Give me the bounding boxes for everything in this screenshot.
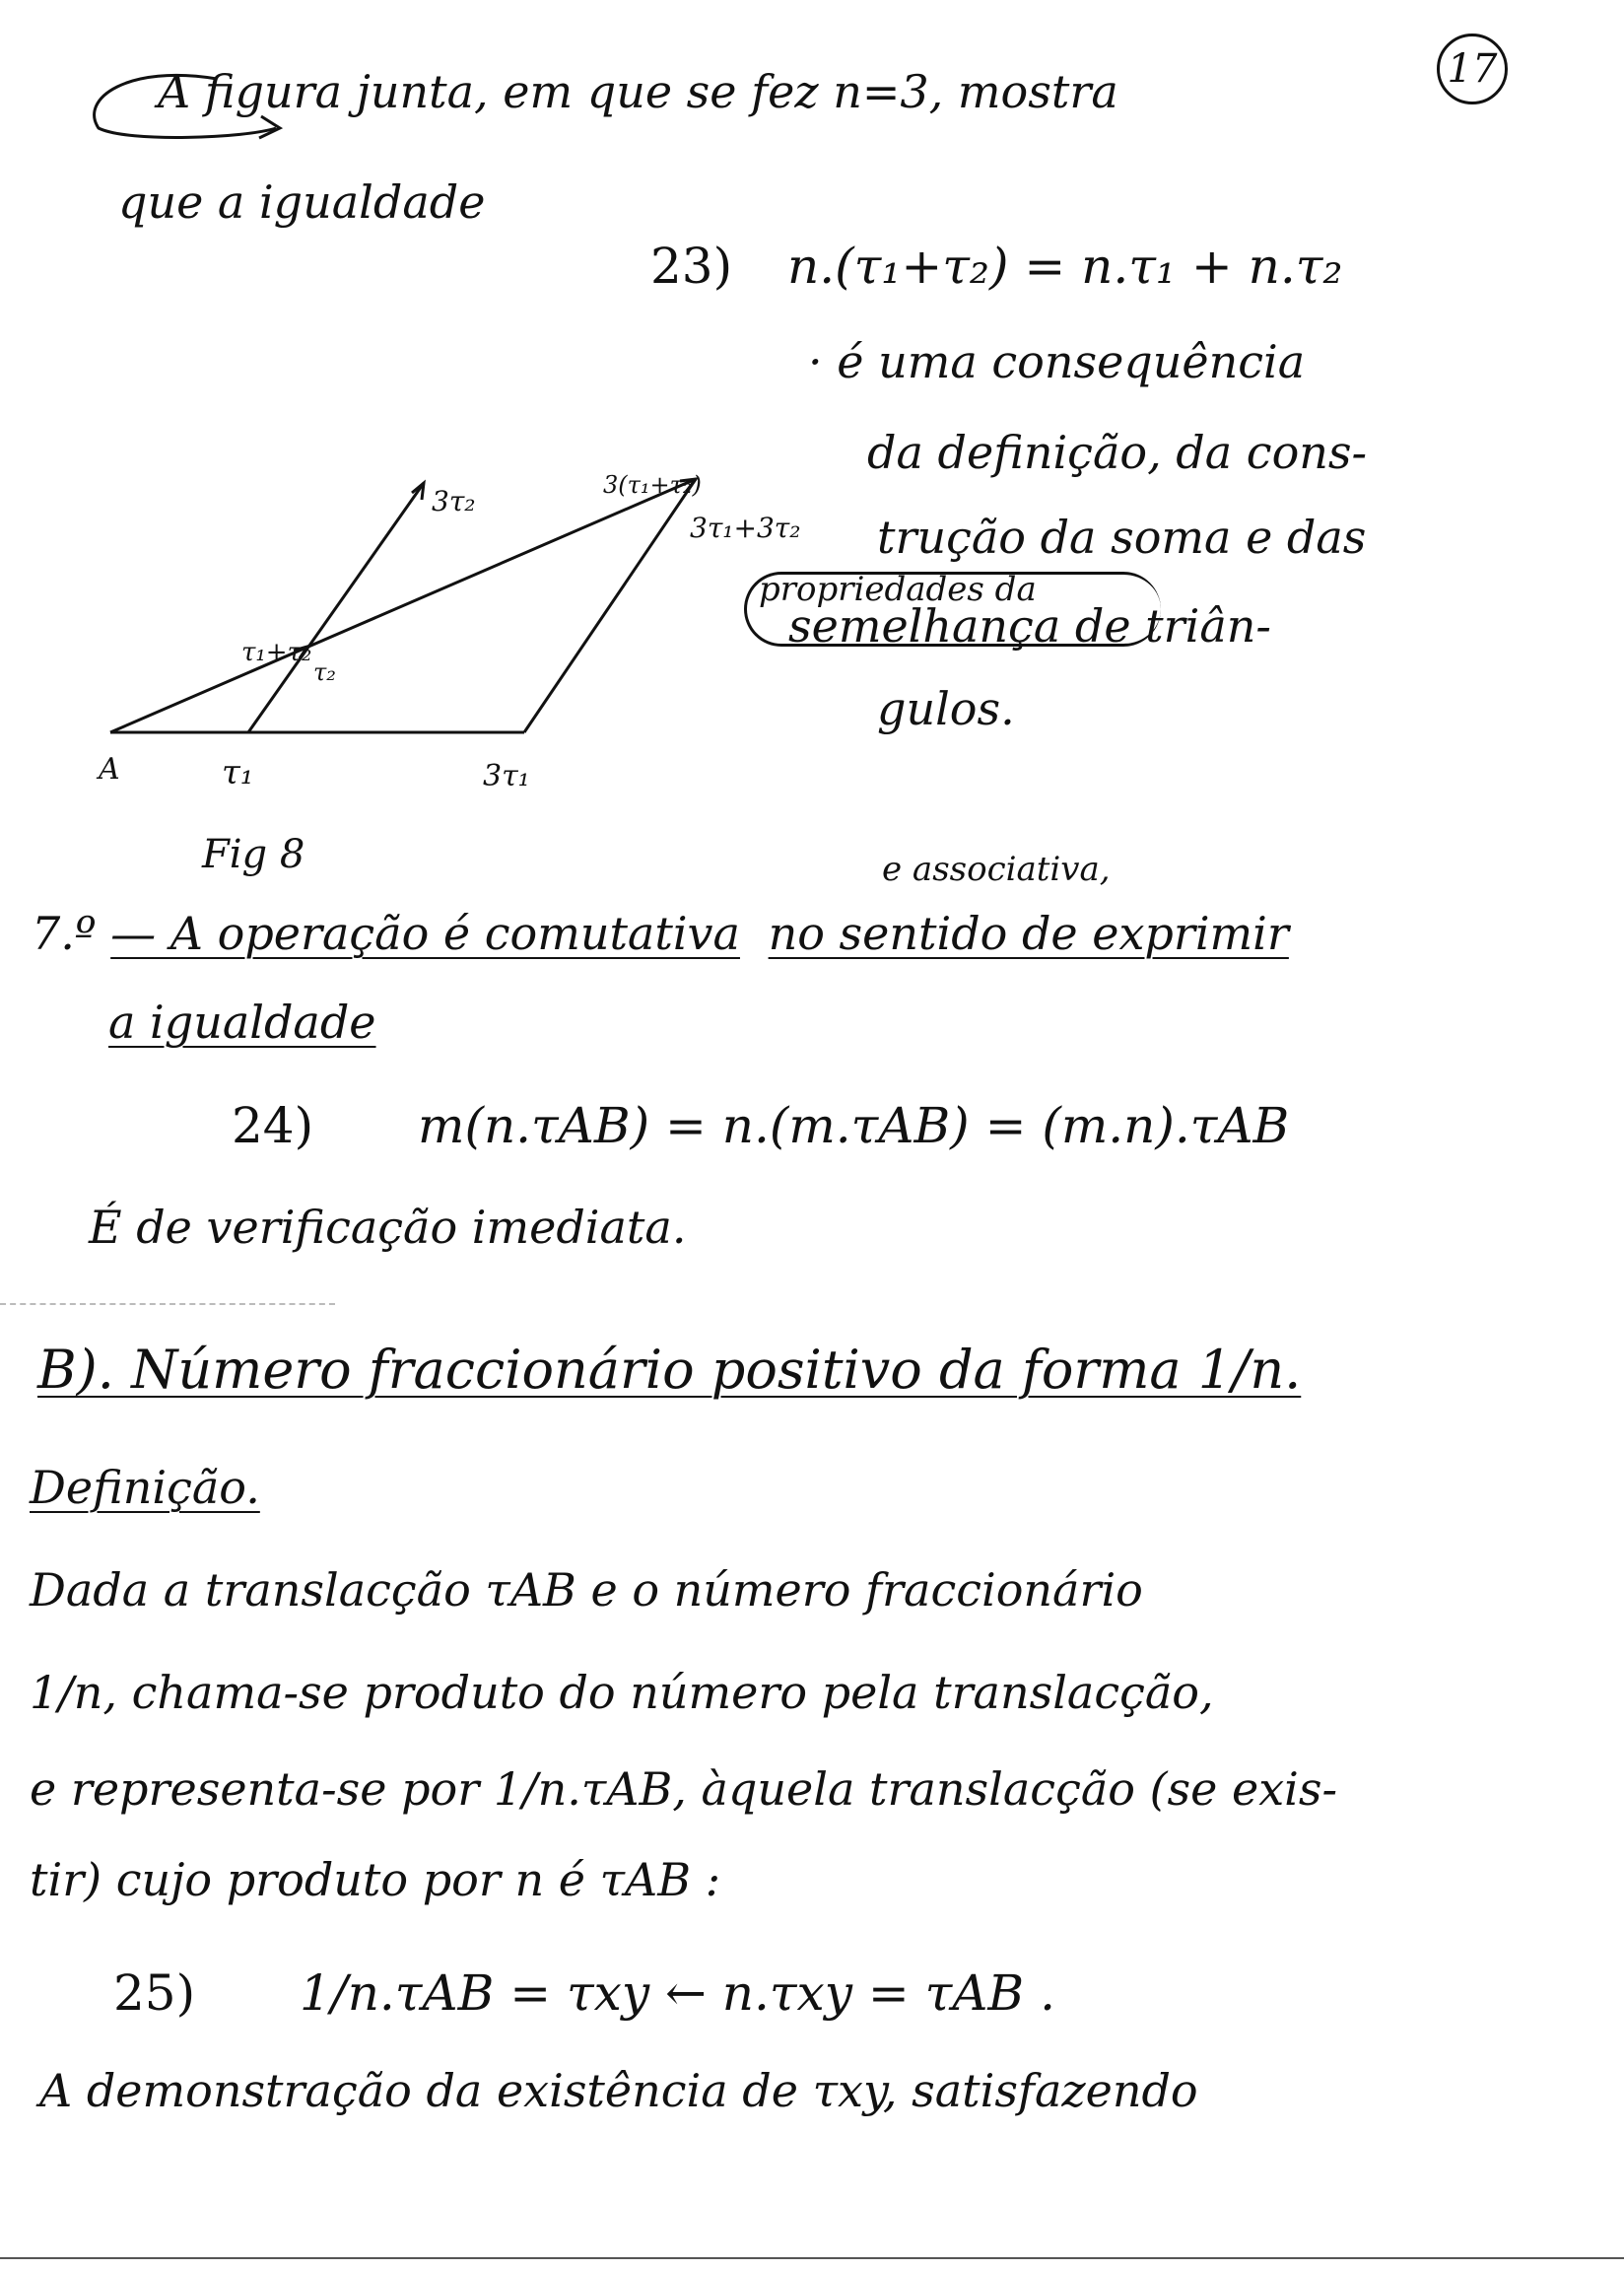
definition-line-2: 1/n, chama-se produto do número pela translacção, [30,1666,1214,1719]
label-t2: τ₂ [313,658,336,686]
section-b-title [37,1339,1301,1403]
equation-23-label: 23) [650,238,733,295]
label-3t1: 3τ₁ [483,759,530,793]
item-7-text-b: no sentido de exprimir [768,907,1289,960]
definition-line-1: Dada a translacção τAB e o número fraccionário [30,1563,1143,1617]
page-bottom-rule [0,2257,1624,2259]
verification-note: É de verificação imediata. [89,1201,687,1254]
label-sum: 3τ₁+3τ₂ [690,512,801,544]
note-23-inserted: propriedades da [759,570,1037,609]
note-23-line-5: gulos. [877,682,1015,735]
note-23-line-3: trução da soma e das [877,511,1367,564]
definition-line-3: e representa-se por 1/n.τAB, àquela translacção (se exis- [30,1762,1337,1816]
equation-23-formula: n.(τ₁+τ₂) = n.τ₁ + n.τ₂ [787,238,1343,295]
figure-caption: Fig 8 [202,832,305,877]
definition-line-4: tir) cujo produto por n é τAB : [30,1853,721,1906]
intro-line-1: A figura junta, em que se fez n=3, mostra [158,65,1118,118]
item-7-text-a: — A operação é comutativa [110,907,740,960]
equation-25 [113,1963,1055,2023]
item-7-line-1 [32,907,1289,961]
note-23-line-2: da definição, da cons- [867,426,1368,479]
item-7-line-2: a igualdade [108,996,376,1049]
equation-25-formula: 1/n.τAB = τxy ← n.τxy = τAB . [300,1964,1055,2022]
closing-line: A demonstração da existência de τxy, satisfazendo [39,2064,1198,2117]
item-7-insertion: e associativa, [882,850,1111,889]
label-3t1t2: 3(τ₁+τ₂) [603,471,702,499]
section-b-title-text: B). Número fraccionário positivo da forma 1/n. [37,1339,1302,1401]
intro-line-2: que a igualdade [118,175,486,229]
definition-heading: Definição. [30,1461,260,1514]
item-7-number: 7.º [32,907,97,960]
label-3t2: 3τ₂ [432,485,476,517]
section-divider [0,1303,335,1305]
label-t1: τ₁ [222,753,254,792]
equation-25-label: 25) [113,1964,196,2022]
line-a-to-top-right [110,479,696,732]
note-23-line-4: semelhança de triân- [788,599,1271,653]
equation-24-label: 24) [232,1097,314,1154]
note-23-line-1: · é uma consequência [808,335,1306,388]
page-number: 17 [1437,34,1508,104]
label-A: A [99,752,120,787]
equation-24 [232,1096,1289,1155]
label-t1t2: τ₁+τ₂ [241,638,312,667]
equation-24-formula: m(n.τAB) = n.(m.τAB) = (m.n).τAB [418,1097,1290,1154]
